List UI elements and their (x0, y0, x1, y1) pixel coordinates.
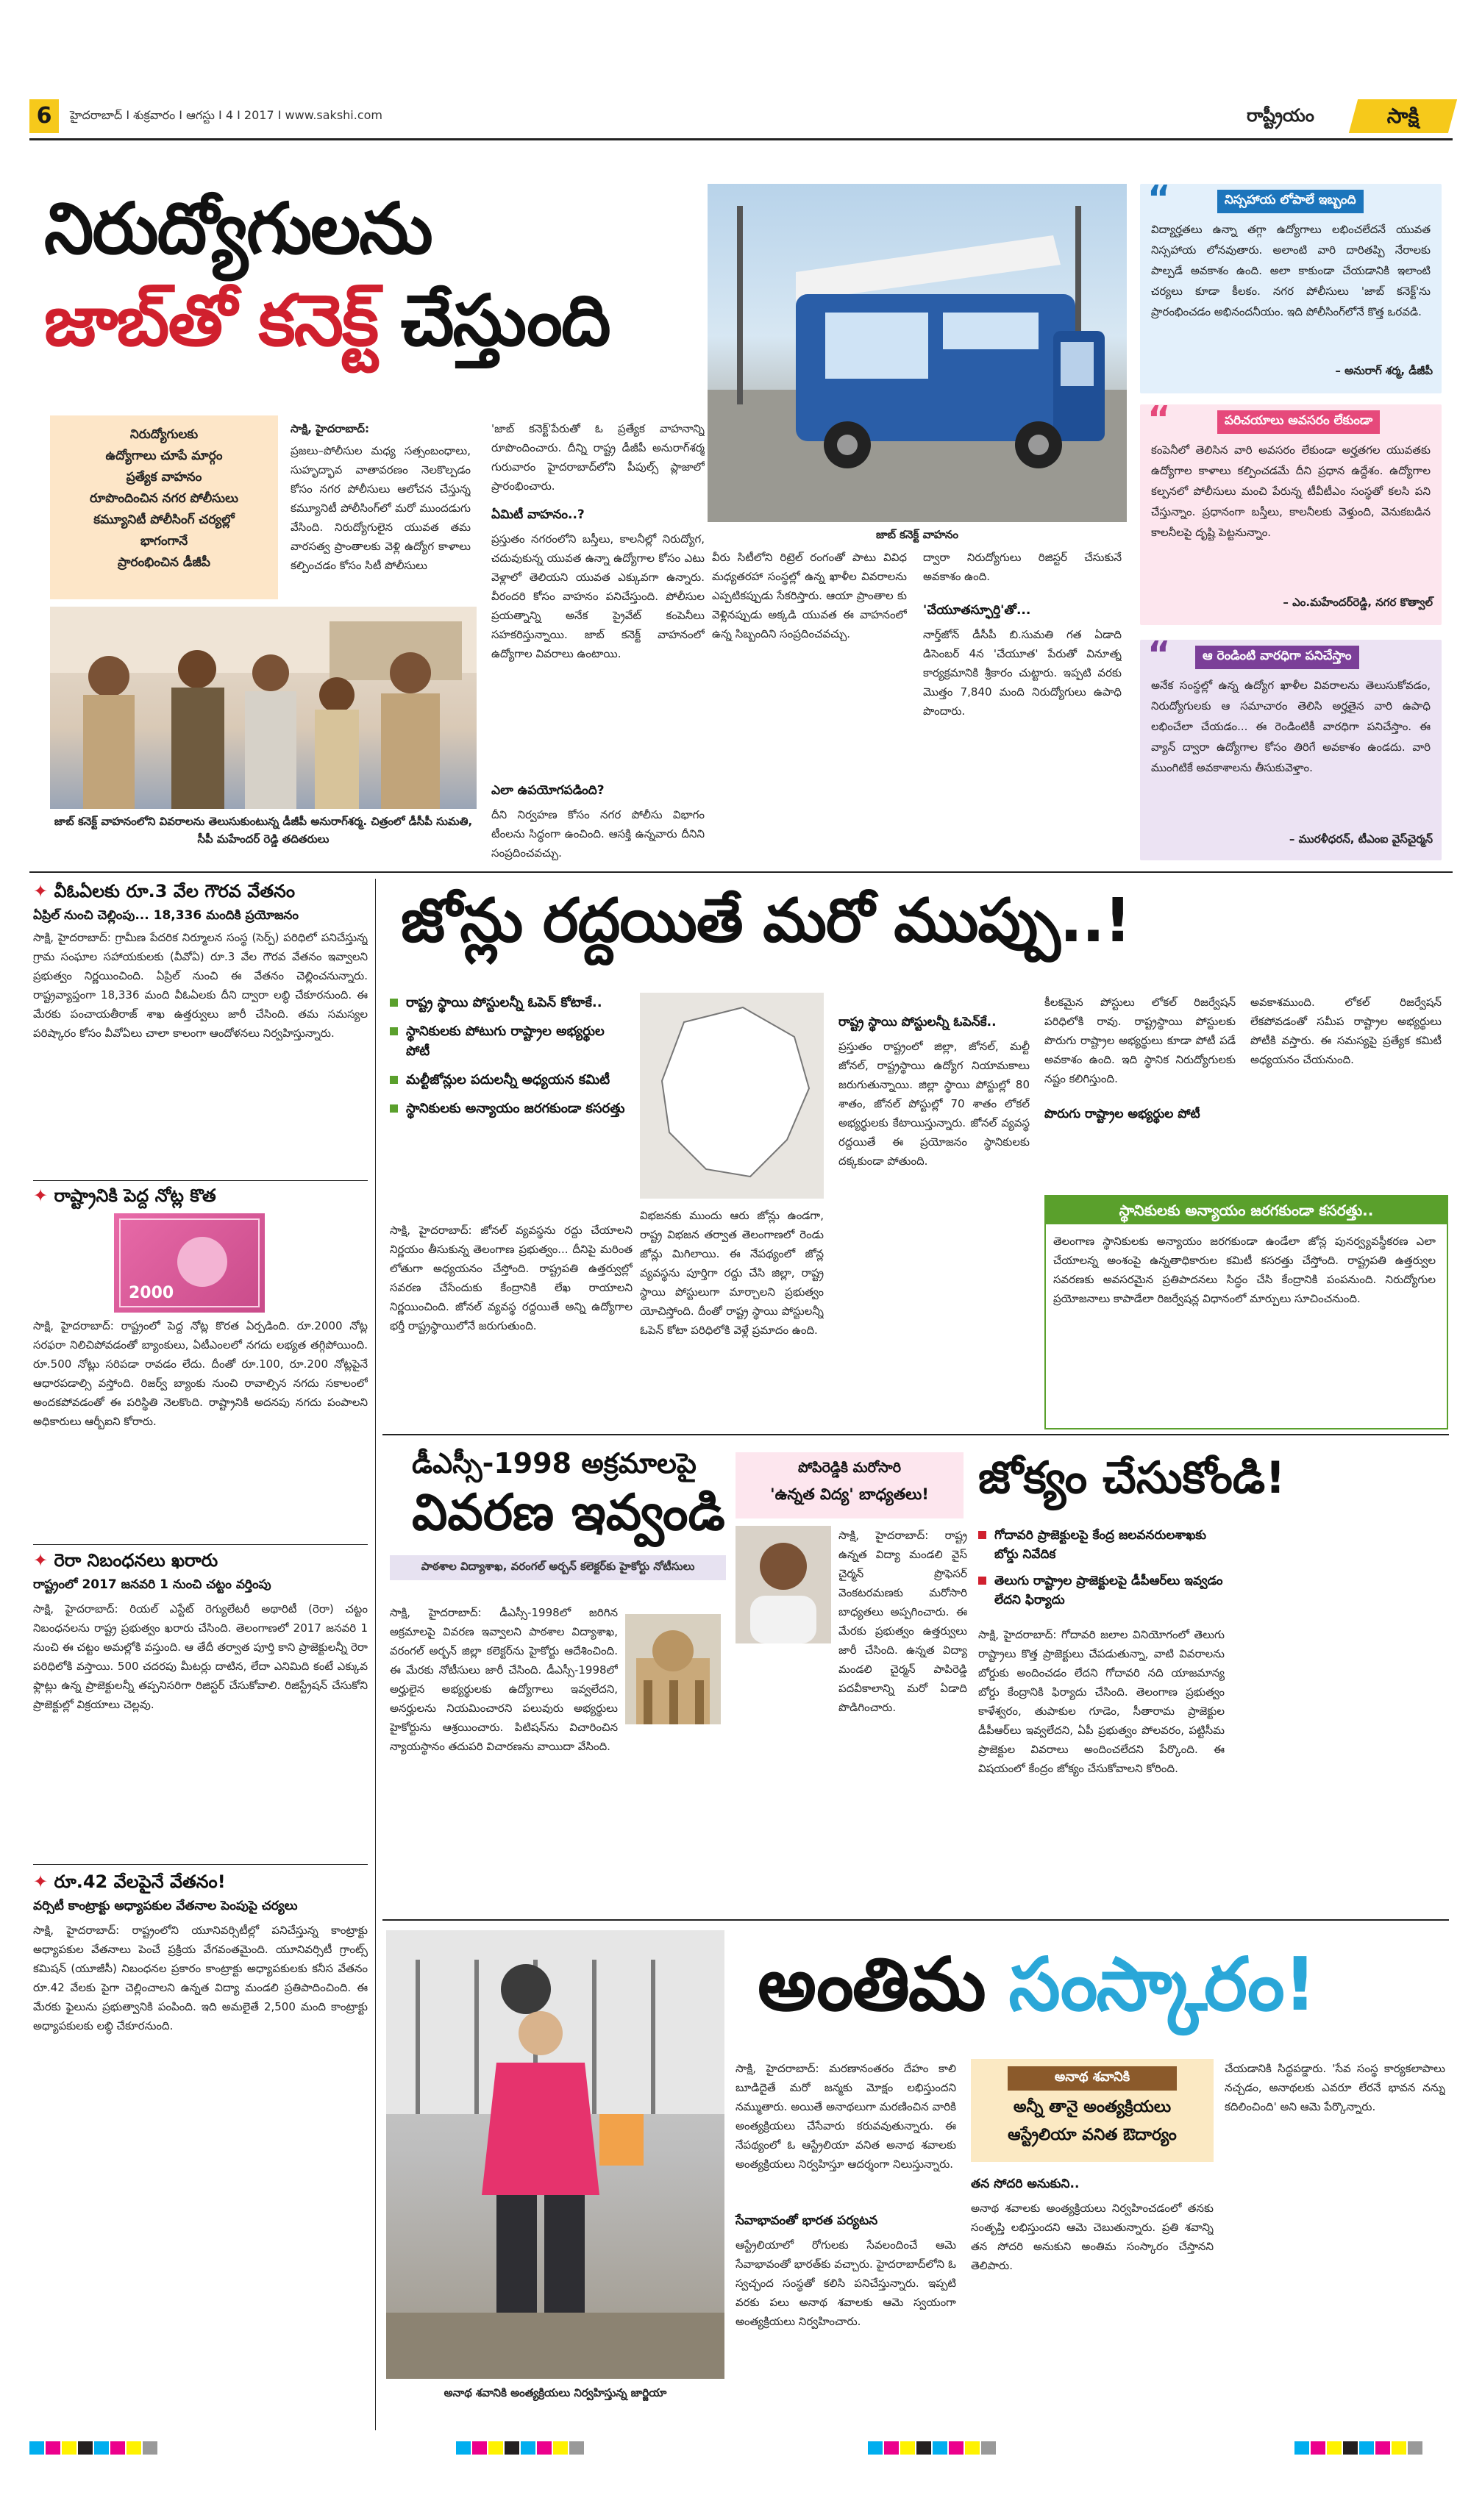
dsc-subhead: పాఠశాల విద్యాశాఖ, వరంగల్ అర్బన్ కలెక్టర్‌కు హైకోర్టు నోటీసులు (390, 1555, 726, 1580)
zones-body-5: అవకాశముంది. లోకల్ రిజర్వేషన్ లేకపోవడంతో సమీప రాష్ట్రాల అభ్యర్థులు పోటీకి వస్తారు. ఈ సమస్యపై ప్రత్యేక కమిటీ అధ్యయనం చేయనుంది. (1250, 996, 1442, 1066)
sakshi-logo: సాక్షి (1349, 99, 1457, 133)
jokyam-bullet: తెలుగు రాష్ట్రాల ప్రాజెక్టులపై డీపీఆర్‌లు ఇవ్వడం లేదని ఫిర్యాదు (978, 1571, 1225, 1610)
cremation-scene-illustration (386, 1930, 724, 2379)
lead-summary-box (50, 415, 278, 599)
quote-1-body: విద్యార్హతలు ఉన్నా తగ్గా ఉద్యోగాలు లభించలేదనే యువత నిస్సహాయ లోనవుతారు. అలాంటి వారి దారితప్పి నేరాలకు పాల్పడే అవకాశం ఉంది. అలా కాకుండా చేయడానికి ఇలాంటి చర్యలు కూడా కీలకం. నగర పోలీసులు 'జాబ్ కనెక్ట్'ను ప్రారంభించడం అభినందనీయం. ఇది పోలీసింగ్‌లోనే కొత్త ఒరవడి. (1151, 223, 1431, 318)
print-color-swatch (1359, 2441, 1374, 2455)
print-color-swatch (569, 2441, 584, 2455)
quote-2-sign: – ఎం.మహేందర్‌రెడ్డి, నగర కొత్వాల్ (1283, 596, 1433, 609)
lead-headline-line2: జాబ్‌తో కనెక్ట్ చేస్తుంది (44, 279, 610, 362)
zones-bullet: స్థానికులకు అన్యాయం జరగకుండా కసరత్తు (390, 1099, 633, 1118)
side-1-body: సాక్షి, హైదరాబాద్: గ్రామీణ పేదరిక నిర్మూలన సంస్థ (సెర్ప్) పరిధిలో పనిచేస్తున్న గ్రామ సంఘాల సహాయకులకు (వీవోఏ) రూ.3 వేల గౌరవ వేతనం ఇవ్వాలని ప్రభుత్వం నిర్ణయించింది. ఏప్రిల్ నుంచి ఈ వేతనం చెల్లించనున్నారు. రాష్ట్రవ్యాప్తంగా 18,336 మంది వీఓఏలకు దీని ద్వారా లబ్ధి చేకూరనుంది. ఈ మేరకు పంచాయతీరాజ్ శాఖ ఉత్తర్వులు జారీ చేసింది. తమ సమస్యల పరిష్కారం కోసం వీవోఏలు చాలా కాలంగా ఆందోళనలు నిర్వహిస్తున్నారు. (33, 931, 368, 1040)
antima-summary-box (971, 2059, 1214, 2162)
quote-3-sign: – మురళీధరన్, టీఎంఐ వైస్‌చైర్మన్ (1289, 832, 1433, 846)
quote-mark-icon: “ (1147, 399, 1171, 440)
zones-bullet: స్థానికులకు పోటుగు రాష్ట్రాల అభ్యర్థుల పోటీ (390, 1021, 633, 1061)
lead-subhead-3: 'చేయూతస్ఫూర్తి'తో... (923, 603, 1031, 618)
divider (33, 1180, 368, 1181)
zones-bullet: రాష్ట్ర స్థాయి పోస్టులన్నీ ఓపెన్ కోటాకే.. (390, 993, 633, 1013)
summary-line: కమ్యూనిటీ పోలీసింగ్ చర్యల్లో (93, 513, 235, 527)
bullet-square-icon (978, 1577, 986, 1585)
lead-body-3: ప్రస్తుతం నగరంలోని బస్తీలు, కాలనీల్లో నిరుద్యోగ, చదువుకున్న యువత ఉన్నా ఉద్యోగాల కోసం ఎటు వెళ్లాలో తెలియని యువత ఎక్కువగా ఉన్నారు. వీరందరి కోసం వాహనం పనిచేస్తుంది. పోలీసుల ప్రయత్నాన్ని అనేక ప్రైవేట్ కంపెనీలు సహకరిస్తున్నాయి. జాబ్ కనెక్ట్ వాహనంలో ఉద్యోగాల వివరాలు ఉంటాయి. (491, 532, 705, 660)
print-color-swatch (62, 2441, 76, 2455)
telangana-map-icon (640, 993, 824, 1199)
print-color-swatch (29, 2441, 44, 2455)
print-color-swatch (1327, 2441, 1342, 2455)
side-3-head: ✦ రెరా నిబంధనలు ఖరారు (33, 1550, 218, 1571)
quote-2-body: కంపెనీలో తెలిసిన వారి అవసరం లేకుండా అర్హతగల యువతకు ఉద్యోగాల కాళాలు కల్పించడమే దీని ప్రధాన ఉద్దేశం. ఉద్యోగాల కల్పనలో పోలీసులు మంచి పేరున్న టీవీటీఎం సంస్థతో కలసి పని చేస్తున్నాం. ప్రధానంగా బస్తీలు, కాలనీలకు వెళ్తుంది, వెనుకబడిన కాలనీలపై దృష్టి పెట్టనున్నాం. (1151, 443, 1431, 539)
print-color-swatch (46, 2441, 60, 2455)
print-color-swatch (1375, 2441, 1390, 2455)
lead-subhead-1: ఏమిటీ వాహనం..? (491, 507, 585, 522)
antima-box-line3: ఆస్ట్రేలియా వనిత ఔదార్యం (1008, 2126, 1177, 2144)
print-color-swatch (949, 2441, 964, 2455)
antima-photo-caption: అనాథ శవానికి అంత్యక్రియలు నిర్వహిస్తున్న జార్జియా (444, 2386, 667, 2399)
jokyam-body-cont (1236, 1526, 1445, 1912)
highcourt-building-icon (625, 1614, 721, 1724)
section-label: రాష్ట్రీయం (1247, 105, 1314, 126)
antima-body-2: ఆస్ట్రేలియాలో రోగులకు సేవలందించే ఆమె సేవాభావంతో భారత్‌కు వచ్చారు. హైదరాబాద్‌లోని ఓ స్వచ్ఛంద సంస్థతో కలిసి పనిచేస్తున్నారు. ఇప్పటి వరకు పలు అనాథ శవాలకు ఆమె స్వయంగా అంత్యక్రియలు నిర్వహించారు. (736, 2238, 956, 2328)
quote-mark-icon: “ (1147, 178, 1171, 219)
print-color-swatch (916, 2441, 931, 2455)
header-rule (29, 138, 1453, 140)
side-4-head: ✦ రూ.42 వేలపైనే వేతనం! (33, 1871, 226, 1892)
education-head-1: పోపిరెడ్డికి మరోసారి (798, 1460, 901, 1476)
zones-bullets-box (390, 993, 633, 1213)
print-color-swatch (110, 2441, 125, 2455)
dsc-body: సాక్షి, హైదరాబాద్: డీఎస్సీ-1998లో జరిగిన అక్రమాలపై వివరణ ఇవ్వాలని పాఠశాల విద్యాశాఖ, వరంగల్ అర్బన్ జిల్లా కలెక్టర్‌ను హైకోర్టు ఆదేశించింది. ఈ మేరకు నోటీసులు జారీ చేసింది. డీఎస్సీ-1998లో అర్హులైన అభ్యర్థులకు ఉద్యోగాలు ఇవ్వలేదని, అనర్హులను నియమించారని పలువురు అభ్యర్థులు హైకోర్టును ఆశ్రయించారు. పిటిషన్‌ను విచారించిన న్యాయస్థానం తదుపరి విచారణను వాయిదా వేసింది. (390, 1606, 618, 1753)
print-color-swatch (537, 2441, 552, 2455)
zones-headline: జోన్లు రద్దయితే మరో ముప్పు..! (401, 886, 1131, 956)
print-color-swatch (884, 2441, 899, 2455)
lead-photo-dgp-caption: జాబ్ కనెక్ట్ వాహనంలోని వివరాలను తెలుసుకుంటున్న డీజీపీ అనురాగ్‌శర్మ. చిత్రంలో డీసీపీ సుమతి, సీపీ మహేందర్ రెడ్డి తదితరులు (54, 815, 473, 846)
antima-subhead-1: సేవాభావంతో భారత పర్యటన (736, 2213, 878, 2228)
print-color-swatch (1294, 2441, 1309, 2455)
side-column-divider (375, 879, 376, 2430)
bullet-square-icon (390, 1104, 398, 1113)
print-color-swatch (94, 2441, 109, 2455)
antima-body-4: చేయడానికి సిద్ధపడ్డారు. 'సేవ సంస్థ కార్యకలాపాలు నచ్చడం, అనాథలకు ఎవరూ లేరనే భావన నన్ను కదిలించింది' అని ఆమె పేర్కొన్నారు. (1225, 2062, 1445, 2113)
print-color-swatch (1343, 2441, 1358, 2455)
bullet-icon: ✦ (33, 1871, 54, 1892)
zones-box (1044, 1195, 1448, 1429)
divider (33, 1544, 368, 1545)
print-color-swatch (488, 2441, 503, 2455)
antima-body-1: సాక్షి, హైదరాబాద్: మరణానంతరం దేహం కాలి బూడిదైతే మరో జన్మకు మోక్షం లభిస్తుందని నమ్ముతారు. అయితే అనాథలుగా మరణించిన వారికి అంత్యక్రియలు చేసేవారు కరువవుతున్నారు. ఈ నేపథ్యంలో ఓ ఆస్ట్రేలియా వనిత అనాథ శవాలకు అంత్యక్రియలు నిర్వహిస్తూ ఆదర్శంగా నిలుస్తున్నారు. (736, 2062, 956, 2171)
jokyam-bullets-box (978, 1526, 1225, 1617)
quote-2-title: పరిచయాలు అవసరం లేకుండా (1217, 410, 1380, 434)
currency-note-photo (114, 1213, 265, 1313)
jokyam-body: సాక్షి, హైదరాబాద్: గోదావరి జలాల వినియోగంలో తెలుగు రాష్ట్రాలు కొత్త ప్రాజెక్టులు చేపడుతున్నా, వాటి వివరాలను బోర్డుకు అందించడం లేదని గోదావరి నది యాజమాన్య బోర్డు కేంద్రానికి ఫిర్యాదు చేసింది. తెలంగాణ ప్రభుత్వం కాళేశ్వరం, తుపాకుల గూడెం, సీతారామ ప్రాజెక్టుల డీపీఆర్‌లు ఇవ్వలేదని, ఏపీ ప్రభుత్వం పోలవరం, పట్టిసీమ ప్రాజెక్టుల వివరాలు అందించలేదని పేర్కొంది. ఈ విషయంలో కేంద్రం జోక్యం చేసుకోవాలని కోరింది. (978, 1628, 1225, 1775)
zones-body-3: ప్రస్తుతం రాష్ట్రంలో జిల్లా, జోనల్, మల్టీ జోనల్, రాష్ట్రస్థాయి ఉద్యోగ నియామకాలు జరుగుతున్నాయి. జిల్లా స్థాయి పోస్టుల్లో 80 శాతం, జోనల్ పోస్టుల్లో 70 శాతం లోకల్ అభ్యర్థులకు కేటాయిస్తున్నారు. జోనల్ వ్యవస్థ రద్దయితే ఈ ప్రయోజనం స్థానికులకు దక్కకుండా పోతుంది. (838, 1040, 1030, 1168)
bullet-icon: ✦ (33, 881, 54, 902)
zones-box-body: తెలంగాణ స్థానికులకు అన్యాయం జరగకుండా ఉండేలా జోన్ల పునర్వ్యవస్థీకరణ ఎలా చేయాలన్న అంశంపై ఉన్నతాధికారుల కమిటీ కసరత్తు చేస్తోంది. రాష్ట్రపతి ఉత్తర్వుల సవరణకు అవసరమైన ప్రతిపాదనలు సిద్ధం చేసి కేంద్రానికి పంపనుంది. నిరుద్యోగుల ప్రయోజనాలు కాపాడేలా రిజర్వేషన్ల విధానంలో మార్పులు సూచించనుంది. (1053, 1235, 1436, 1305)
zones-subhead-2: పొరుగు రాష్ట్రాల అభ్యర్థుల పోటీ (1044, 1107, 1200, 1121)
print-color-swatch (521, 2441, 535, 2455)
police-officers-illustration (50, 607, 477, 809)
zones-body-4: కీలకమైన పోస్టులు లోకల్ రిజర్వేషన్ పరిధిలోకి రావు. రాష్ట్రస్థాయి పోస్టులకు పొరుగు రాష్ట్రాల అభ్యర్థులు కూడా పోటీ పడే అవకాశం ఉంది. ఇది స్థానిక నిరుద్యోగులకు నష్టం కలిగిస్తుంది. (1044, 996, 1236, 1085)
print-color-swatch (981, 2441, 996, 2455)
summary-line: నిరుద్యోగులకు (129, 427, 199, 442)
print-color-swatch (900, 2441, 915, 2455)
lead-body-2: 'జాబ్ కనెక్ట్'పేరుతో ఓ ప్రత్యేక వాహనాన్ని రూపొందించారు. దీన్ని రాష్ట్ర డీజీపీ అనురాగ్‌శర్మ గురువారం హైదరాబాద్‌లోని పీపుల్స్ ప్లాజాలో ప్రారంభించారు. (491, 422, 705, 493)
education-head-box (736, 1452, 964, 1518)
lead-dateline: సాక్షి, హైదరాబాద్: (291, 422, 370, 435)
side-1-head: ✦ వీఓఏలకు రూ.3 వేల గౌరవ వేతనం (33, 881, 296, 902)
jokyam-bullet: గోదావరి ప్రాజెక్టులపై కేంద్ర జలవనరులశాఖకు బోర్డు నివేదిక (978, 1526, 1225, 1564)
lead-photo-van-caption: జాబ్ కనెక్ట్ వాహనం (876, 528, 958, 541)
jokyam-headline: జోక్యం చేసుకోండి! (978, 1452, 1286, 1504)
side-2-body: సాక్షి, హైదరాబాద్: రాష్ట్రంలో పెద్ద నోట్ల కొరత ఏర్పడింది. రూ.2000 నోట్ల సరఫరా నిలిచిపోవడంతో బ్యాంకులు, ఏటీఎంలలో నగదు లభ్యత తగ్గిపోయింది. రూ.500 నోట్లు సరిపడా రావడం లేదు. దీంతో రూ.100, రూ.200 నోట్లపైనే ఆధారపడాల్సి వస్తోంది. రిజర్వ్ బ్యాంకు నుంచి రావాల్సిన నగదు సకాలంలో అందకపోవడంతో ఈ పరిస్థితి నెలకొంది. రాష్ట్రానికి అదనపు నగదు పంపాలని అధికారులు ఆర్బీఐని కోరారు. (33, 1319, 368, 1428)
bullet-icon: ✦ (33, 1550, 54, 1571)
zones-box-title: స్థానికులకు అన్యాయం జరగకుండా కసరత్తు.. (1046, 1196, 1447, 1224)
lead-body-7: ద్వారా నిరుద్యోగులు రిజిస్టర్ చేసుకునే అవకాశం ఉంది. (923, 551, 1122, 583)
dsc-headline-2: వివరణ ఇవ్వండి (412, 1484, 725, 1542)
summary-line: రూపొందించిన నగర పోలీసులు (89, 491, 239, 506)
quote-1-sign: – అనురాగ్ శర్మ, డీజీపీ (1335, 364, 1433, 377)
antima-box-line2: అన్నీ తానై అంత్యక్రియలు (1013, 2098, 1172, 2116)
side-4-body: సాక్షి, హైదరాబాద్: రాష్ట్రంలోని యూనివర్సిటీల్లో పనిచేస్తున్న కాంట్రాక్టు అధ్యాపకుల వేతనాలు పెంచే ప్రక్రియ వేగవంతమైంది. యూనివర్సిటీ గ్రాంట్స్ కమిషన్ (యూజీసీ) నిబంధనల ప్రకారం కాంట్రాక్టు అధ్యాపకులకు కనీస వేతనం రూ.42 వేలకు పైగా చెల్లించాలని ఉన్నత విద్యా మండలి ప్రతిపాదించింది. ఈ మేరకు ఫైలును ప్రభుత్వానికి పంపింది. ఇది అమలైతే 2,500 మంది కాంట్రాక్టు అధ్యాపకులకు లబ్ధి చేకూరనుంది. (33, 1924, 368, 2032)
antima-box-line1: అనాథ శవానికి (1008, 2066, 1177, 2091)
summary-line: ప్రత్యేక వాహనం (126, 470, 202, 485)
lead-body-1: ప్రజలు–పోలీసుల మధ్య సత్సంబంధాలు, సుహృద్భావ వాతావరణం నెలకొల్పడం కోసం నగర పోలీసులు ఆలోచన చేస్తున్న కమ్యూనిటీ పోలీసింగ్‌లో మరో ముందడుగు వేసింది. నిరుద్యోగులైన యువత తమ వారసత్వ ప్రాంతాలకు వెళ్లి ఉద్యోగ కాళాలు కల్పించడం కోసం సిటీ పోలీసులు (291, 444, 471, 572)
zones-subhead-1: రాష్ట్ర స్థాయి పోస్టులన్నీ ఓపెన్‌కే.. (838, 1015, 997, 1029)
lead-body-5: వీరు సిటీలోని రిట్రెల్ రంగంతో పాటు వివిధ మధ్యతరహా సంస్థల్లో ఉన్న ఖాళీల వివరాలను ఎప్పటికప్పుడు సేకరిస్తారు. ఆయా ప్రాంతాల కు వెళ్లినప్పుడు అక్కడి యువత ఈ వాహనంలో ఉన్న సిబ్బందిని సంప్రదించవచ్చు. (712, 551, 907, 640)
print-color-swatch (505, 2441, 519, 2455)
education-photo (736, 1526, 831, 1643)
lead-subhead-2: ఎలా ఉపయోగపడింది? (491, 783, 605, 798)
page-number: 6 (29, 99, 59, 133)
print-color-swatch (933, 2441, 947, 2455)
quote-box-1 (1140, 178, 1442, 393)
print-color-swatch (143, 2441, 157, 2455)
zones-body-2: విభజనకు ముందు ఆరు జోన్లు ఉండగా, రాష్ట్ర విభజన తర్వాత తెలంగాణలో రెండు జోన్లు మిగిలాయి. ఈ నేపథ్యంలో జోన్ల వ్యవస్థను పూర్తిగా రద్దు చేసి జిల్లా, రాష్ట్ర స్థాయి పోస్టులుగా మార్చాలని ప్రభుత్వం యోచిస్తోంది. దీంతో రాష్ట్ర స్థాయి పోస్టులన్నీ ఓపెన్ కోటా పరిధిలోకి వెళ్లే ప్రమాదం ఉంది. (640, 1209, 824, 1337)
antima-body-3: అనాథ శవాలకు అంత్యక్రియలు నిర్వహించడంలో తనకు సంతృప్తి లభిస్తుందని ఆమె చెబుతున్నారు. ప్రతి శవాన్ని తన సోదరి అనుకుని అంతిమ సంస్కారం చేస్తానని తెలిపారు. (971, 2202, 1214, 2272)
summary-line: ఉద్యోగాలు చూపే మార్గం (105, 449, 223, 463)
dsc-headline-1: డీఎస్సీ-1998 అక్రమాలపై (412, 1447, 697, 1479)
summary-line: ప్రారంభించిన డీజీపీ (118, 555, 210, 570)
lead-body-6: నార్త్‌జోన్ డీసీపీ బి.సుమతి గత ఏడాది డిసెంబర్ 4న 'చేయూత' పేరుతో వినూత్న కార్యక్రమానికి శ్రీకారం చుట్టారు. ఇప్పటి వరకు మొత్తం 7,840 మంది నిరుద్యోగులు ఉపాధి పొందారు. (923, 628, 1122, 718)
dsc-photo-highcourt (625, 1614, 721, 1724)
side-3-body: సాక్షి, హైదరాబాద్: రియల్ ఎస్టేట్ రెగ్యులేటరీ అథారిటీ (రెరా) చట్టం నిబంధనలను రాష్ట్ర ప్రభుత్వం ఖరారు చేసింది. తెలంగాణలో 2017 జనవరి 1 నుంచి ఈ చట్టం అమల్లోకి వస్తుంది. ఆ తేదీ తర్వాత పూర్తి కాని ప్రాజెక్టులన్నీ రెరా పరిధిలోకి వస్తాయి. 500 చదరపు మీటర్లు దాటిన, లేదా ఎనిమిది కంటే ఎక్కువ ఫ్లాట్లు ఉన్న ప్రాజెక్టులన్నీ తప్పనిసరిగా రిజిస్టర్ చేసుకోవాలి. రిజిస్ట్రేషన్ చేసుకోని ప్రాజెక్టుల్లో విక్రయాలు చెల్లవు. (33, 1602, 368, 1711)
dateline: హైదరాబాద్ I శుక్రవారం I ఆగస్టు I 4 I 2017 I www.sakshi.com (70, 108, 382, 122)
quote-3-body: అనేక సంస్థల్లో ఉన్న ఉద్యోగ ఖాళీల వివరాలను తెలుసుకోవడం, నిరుద్యోగులకు ఆ సమాచారం తెలిసి అర్హతైన వారి ఉపాధి లభించేలా చేయడం... ఈ రెండింటికీ వారధిగా పనిచేస్తాం. ఈ వ్యాన్ ద్వారా ఉద్యోగాల కోసం తిరిగే అవకాశం ఉండదు. వారి ముంగిటికే అవకాశాలను తీసుకువెళ్తాం. (1151, 679, 1431, 774)
svg-text:2000: 2000 (129, 1284, 174, 1302)
side-4-subhead: వర్సిటీ కాంట్రాక్టు అధ్యాపకుల వేతనాల పెంపుపై చర్యలు (33, 1899, 298, 1913)
side-1-subhead: ఏప్రిల్ నుంచి చెల్లింపు... 18,336 మందికి ప్రయోజనం (33, 908, 299, 923)
antima-photo (386, 1930, 724, 2379)
telangana-map (640, 993, 824, 1199)
divider (33, 1864, 368, 1865)
lead-photo-dgp (50, 607, 477, 809)
bullet-square-icon (390, 1076, 398, 1084)
person-portrait-icon (736, 1526, 831, 1643)
divider (382, 1434, 1449, 1435)
antima-headline: అంతిమ సంస్కారం! (758, 1941, 1316, 2027)
summary-line: భాగంగానే (140, 534, 188, 549)
job-connect-van-illustration (708, 184, 1127, 522)
quote-mark-icon: “ (1147, 634, 1171, 675)
bullet-square-icon (390, 1027, 398, 1035)
divider (29, 871, 1453, 873)
quote-3-title: ఆ రెండింటి వారధిగా పనిచేస్తాం (1195, 646, 1359, 669)
side-3-subhead: రాష్ట్రంలో 2017 జనవరి 1 నుంచి చట్టం వర్తింపు (33, 1577, 271, 1592)
bullet-square-icon (390, 999, 398, 1007)
currency-note-icon (114, 1213, 265, 1313)
education-body: సాక్షి, హైదరాబాద్: రాష్ట్ర ఉన్నత విద్యా మండలి వైస్ చైర్మన్ ప్రొఫెసర్ వెంకటరమణకు మరోసారి బాధ్యతలు అప్పగించారు. ఈ మేరకు ప్రభుత్వం ఉత్తర్వులు జారీ చేసింది. ఉన్నత విద్యా మండలి చైర్మన్ పాపిరెడ్డి పదవీకాలాన్ని మరో ఏడాది పొడిగించారు. (838, 1529, 967, 1714)
dsc-body-cont (625, 1732, 721, 1912)
page-header (29, 99, 1453, 136)
zones-bullet: మల్టీజోన్లుల పదులన్నీ అధ్యయన కమిటీ (390, 1070, 633, 1090)
lead-photo-van (708, 184, 1127, 522)
quote-box-3 (1140, 634, 1442, 860)
print-color-swatch (965, 2441, 980, 2455)
lead-body-4: దీని నిర్వహణ కోసం నగర పోలీసు విభాగం టీంలను సిద్ధంగా ఉంచింది. ఆసక్తి ఉన్నవారు దీనిని సంప్రదించవచ్చు. (491, 808, 705, 860)
print-color-swatch (456, 2441, 471, 2455)
print-color-swatch (78, 2441, 93, 2455)
bullet-icon: ✦ (33, 1185, 54, 1206)
print-color-swatch (472, 2441, 487, 2455)
print-color-swatch (1408, 2441, 1422, 2455)
lead-headline-line1: నిరుద్యోగులను (44, 188, 432, 270)
quote-box-2 (1140, 399, 1442, 625)
bullet-square-icon (978, 1531, 986, 1539)
print-color-swatch (553, 2441, 568, 2455)
print-color-swatch (1392, 2441, 1406, 2455)
education-head-2: 'ఉన్నత విద్య' బాధ్యతలు! (770, 1485, 929, 1503)
zones-body-1: సాక్షి, హైదరాబాద్: జోనల్ వ్యవస్థను రద్దు చేయాలని నిర్ణయం తీసుకున్న తెలంగాణ ప్రభుత్వం... దీనిపై మరింత లోతుగా అధ్యయనం చేస్తోంది. రాష్ట్రపతి ఉత్తర్వుల్లో సవరణ చేసేందుకు కేంద్రానికి లేఖ రాయాలని నిర్ణయించింది. జోనల్ వ్యవస్థ రద్దయితే అన్ని ఉద్యోగాల భర్తీ రాష్ట్రస్థాయిలోనే జరుగుతుంది. (390, 1224, 633, 1332)
print-color-swatch (127, 2441, 141, 2455)
antima-subhead-2: తన సోదరి అనుకుని.. (971, 2177, 1080, 2191)
print-color-swatch (868, 2441, 883, 2455)
divider (382, 1919, 1449, 1921)
print-color-swatch (1311, 2441, 1325, 2455)
quote-1-title: నిస్సహాయ లోపాలే ఇబ్బంది (1217, 190, 1364, 213)
side-2-head: ✦ రాష్ట్రానికి పెద్ద నోట్ల కొత (33, 1185, 216, 1206)
